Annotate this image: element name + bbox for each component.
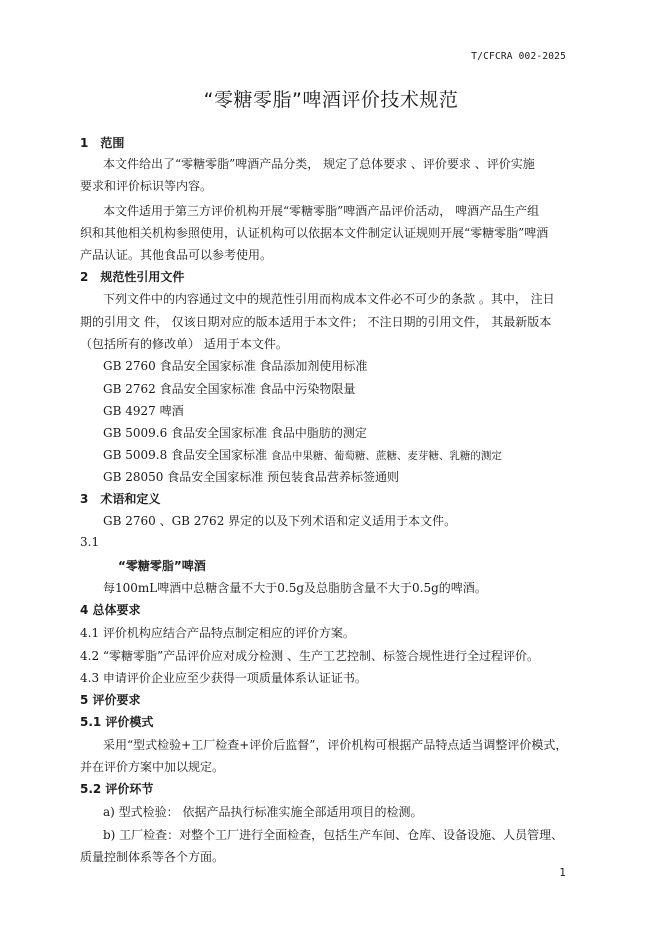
paragraph-line: GB 2760 、GB 2762 界定的以及下列术语和定义适用于本文件。 [103,514,457,528]
paragraph-line: 本文件给出了“零糖零脂”啤酒产品分类， 规定了总体要求 、评价要求 、评价实施 [103,157,535,171]
paragraph-line: 期的引用文 件， 仅该日期对应的版本适用于本文件； 不注日期的引用文件， 其最新版本 [80,315,552,329]
paragraph-line: 要求和评价标识等内容。 [80,179,213,193]
list-item-a: a) 型式检验： 依据产品执行标准实施全部适用项目的检测。 [103,805,423,819]
section-2-heading: 2 规范性引用文件 [80,270,185,284]
reference-item: GB 2760 食品安全国家标准 食品添加剂使用标准 [103,359,368,373]
section-1-heading: 1 范围 [80,136,125,150]
paragraph-line: 并在评价方案中加以规定。 [80,760,225,774]
list-item-b: b) 工厂检查：对整个工厂进行全面检查，包括生产车间、仓库、设备设施、人员管理、 [103,828,564,842]
requirement-item: 4.2 “零糖零脂”产品评价应对成分检测 、生产工艺控制、标签合规性进行全过程评价。 [80,649,539,663]
reference-item: GB 2762 食品安全国家标准 食品中污染物限量 [103,382,356,396]
section-5-heading: 5 评价要求 [80,693,141,707]
reference-item-small: 食品中果糖、葡萄糖、蔗糖、麦芽糖、乳糖的测定 [270,450,502,462]
reference-item: GB 28050 食品安全国家标准 预包装食品营养标签通则 [103,470,400,484]
list-item-b-continued: 质量控制体系等各个方面。 [80,850,225,864]
reference-item-main: GB 5009.8 食品安全国家标准 [103,448,268,462]
section-3-heading: 3 术语和定义 [80,492,161,506]
page-title: “零糖零脂”啤酒评价技术规范 [203,89,459,111]
term-definition: 每100mL啤酒中总糖含量不大于0.5g及总脂肪含量不大于0.5g的啤酒。 [103,581,487,595]
paragraph-line: 下列文件中的内容通过文中的规范性引用而构成本文件必不可少的条款 。其中， 注日 [103,292,555,306]
reference-item: GB 4927 啤酒 [103,404,184,418]
requirement-item: 4.1 评价机构应结合产品特点制定相应的评价方案。 [80,626,355,640]
subsection-5-1-heading: 5.1 评价模式 [80,715,154,729]
reference-item [103,446,502,463]
paragraph-line: 本文件适用于第三方评价机构开展“零糖零脂”啤酒产品评价活动， 啤酒产品生产组 [103,204,540,218]
reference-item: GB 5009.6 食品安全国家标准 食品中脂肪的测定 [103,426,367,440]
paragraph-line: 织和其他相关机构参照使用，认证机构可以依据本文件制定认证规则开展“零糖零脂”啤酒 [80,226,549,240]
paragraph-line: 采用“型式检验+工厂检查+评价后监督”，评价机构可根据产品特点适当调整评价模式， [103,738,568,752]
requirement-item: 4.3 申请评价企业应至少获得一项质量体系认证证书。 [80,671,367,685]
paragraph-line: 产品认证。其他食品可以参考使用。 [80,248,273,262]
paragraph-line: （包括所有的修改单） 适用于本文件。 [80,337,288,351]
subsection-5-2-heading: 5.2 评价环节 [80,782,154,796]
document-code: T/CFCRA 002-2025 [471,51,566,62]
page-number: 1 [559,867,566,879]
term-number: 3.1 [80,535,100,549]
section-4-heading: 4 总体要求 [80,603,141,617]
term-title: “零糖零脂”啤酒 [118,559,206,573]
